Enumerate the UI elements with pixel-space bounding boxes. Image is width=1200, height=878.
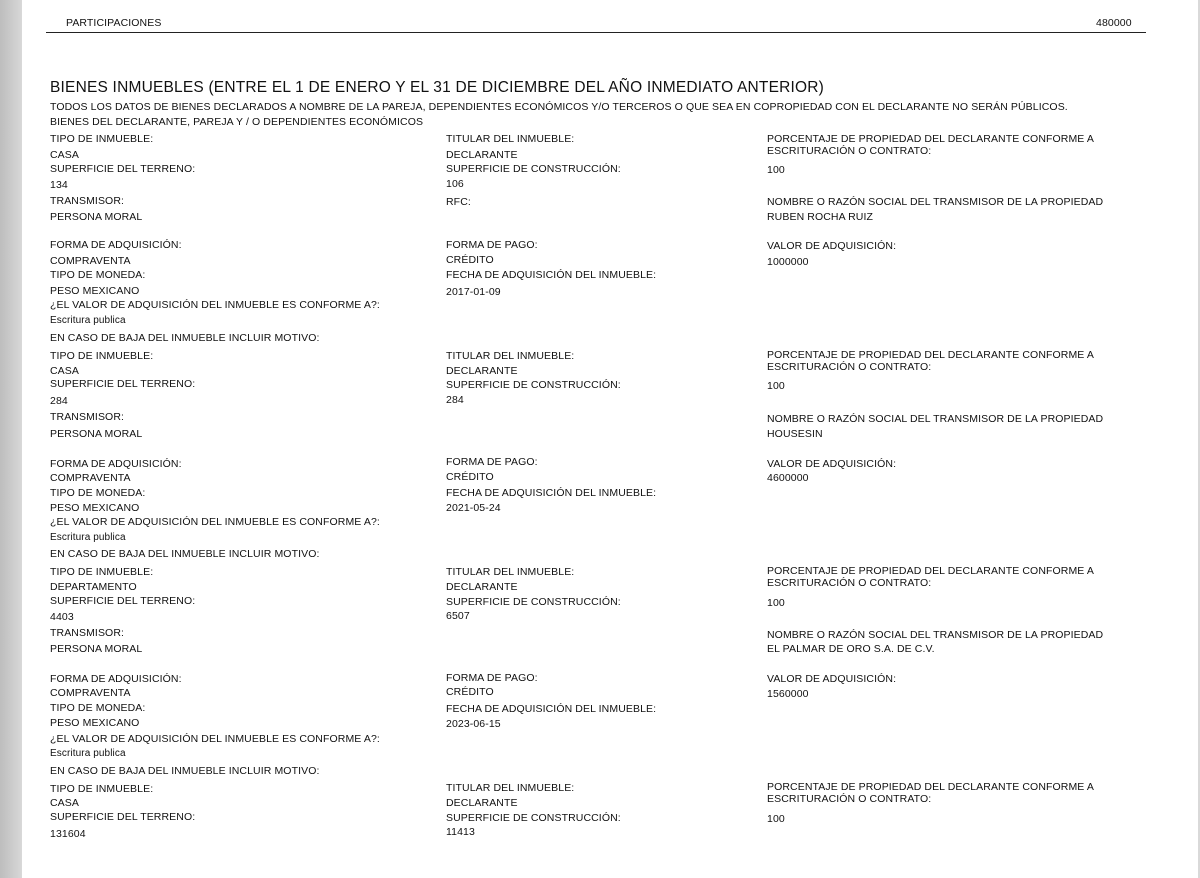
label-sup-terreno: SUPERFICIE DEL TERRENO: bbox=[50, 378, 196, 390]
label-valor-adquisicion: VALOR DE ADQUISICIÓN: bbox=[767, 240, 897, 252]
value-titular: DECLARANTE bbox=[446, 581, 518, 593]
value-moneda: PESO MEXICANO bbox=[50, 717, 140, 729]
label-nombre-transmisor: NOMBRE O RAZÓN SOCIAL DEL TRANSMISOR DE LA PROPIEDAD bbox=[767, 413, 1104, 425]
value-conforme: Escritura publica bbox=[50, 748, 126, 759]
label-porcentaje-2: ESCRITURACIÓN O CONTRATO: bbox=[767, 145, 932, 157]
value-valor-adquisicion: 4600000 bbox=[767, 472, 809, 484]
label-tipo: TIPO DE INMUEBLE: bbox=[50, 350, 154, 362]
document-page bbox=[22, 0, 1198, 878]
value-transmisor: PERSONA MORAL bbox=[50, 428, 143, 440]
value-forma-adquisicion: COMPRAVENTA bbox=[50, 687, 131, 699]
value-fecha-adquisicion: 2023-06-15 bbox=[446, 718, 501, 730]
value-forma-pago: CRÉDITO bbox=[446, 686, 494, 698]
label-fecha-adquisicion: FECHA DE ADQUISICIÓN DEL INMUEBLE: bbox=[446, 487, 657, 499]
value-sup-terreno: 131604 bbox=[50, 828, 86, 840]
label-sup-construccion: SUPERFICIE DE CONSTRUCCIÓN: bbox=[446, 163, 621, 175]
value-nombre-transmisor: RUBEN ROCHA RUIZ bbox=[767, 211, 874, 223]
value-moneda: PESO MEXICANO bbox=[50, 285, 140, 297]
label-moneda: TIPO DE MONEDA: bbox=[50, 487, 146, 499]
label-titular: TITULAR DEL INMUEBLE: bbox=[446, 782, 575, 794]
value-transmisor: PERSONA MORAL bbox=[50, 211, 143, 223]
label-tipo: TIPO DE INMUEBLE: bbox=[50, 566, 154, 578]
label-moneda: TIPO DE MONEDA: bbox=[50, 702, 146, 714]
label-porcentaje-2: ESCRITURACIÓN O CONTRATO: bbox=[767, 577, 932, 589]
label-tipo: TIPO DE INMUEBLE: bbox=[50, 133, 154, 145]
label-rfc: RFC: bbox=[446, 196, 471, 208]
value-conforme: Escritura publica bbox=[50, 315, 126, 326]
label-fecha-adquisicion: FECHA DE ADQUISICIÓN DEL INMUEBLE: bbox=[446, 269, 657, 281]
label-forma-adquisicion: FORMA DE ADQUISICIÓN: bbox=[50, 458, 182, 470]
value-titular: DECLARANTE bbox=[446, 365, 518, 377]
label-forma-pago: FORMA DE PAGO: bbox=[446, 239, 538, 251]
value-transmisor: PERSONA MORAL bbox=[50, 643, 143, 655]
section-title: BIENES INMUEBLES (ENTRE EL 1 DE ENERO Y EL 31 DE DICIEMBRE DEL AÑO INMEDIATO ANTERIOR) bbox=[50, 79, 825, 96]
value-moneda: PESO MEXICANO bbox=[50, 502, 140, 514]
label-forma-pago: FORMA DE PAGO: bbox=[446, 456, 538, 468]
label-fecha-adquisicion: FECHA DE ADQUISICIÓN DEL INMUEBLE: bbox=[446, 703, 657, 715]
label-porcentaje-2: ESCRITURACIÓN O CONTRATO: bbox=[767, 361, 932, 373]
value-forma-adquisicion: COMPRAVENTA bbox=[50, 472, 131, 484]
value-forma-adquisicion: COMPRAVENTA bbox=[50, 255, 131, 267]
value-sup-construccion: 284 bbox=[446, 394, 464, 406]
label-nombre-transmisor: NOMBRE O RAZÓN SOCIAL DEL TRANSMISOR DE LA PROPIEDAD bbox=[767, 196, 1104, 208]
value-forma-pago: CRÉDITO bbox=[446, 471, 494, 483]
privacy-notice: TODOS LOS DATOS DE BIENES DECLARADOS A NOMBRE DE LA PAREJA, DEPENDIENTES ECONÓMICOS Y/O TERCEROS O QUE SEA EN COPROPIEDAD CON EL DECLARANTE NO SERÁN PÚBLICOS. bbox=[50, 101, 1068, 113]
value-porcentaje: 100 bbox=[767, 164, 785, 176]
value-conforme: Escritura publica bbox=[50, 532, 126, 543]
header-rule bbox=[46, 32, 1146, 33]
label-nombre-transmisor: NOMBRE O RAZÓN SOCIAL DEL TRANSMISOR DE LA PROPIEDAD bbox=[767, 629, 1104, 641]
label-conforme: ¿EL VALOR DE ADQUISICIÓN DEL INMUEBLE ES CONFORME A?: bbox=[50, 733, 380, 745]
value-tipo: CASA bbox=[50, 149, 79, 161]
header-section: PARTICIPACIONES bbox=[66, 17, 162, 29]
value-valor-adquisicion: 1000000 bbox=[767, 256, 809, 268]
label-sup-construccion: SUPERFICIE DE CONSTRUCCIÓN: bbox=[446, 379, 621, 391]
label-valor-adquisicion: VALOR DE ADQUISICIÓN: bbox=[767, 673, 897, 685]
header-number: 480000 bbox=[1096, 17, 1132, 29]
label-forma-adquisicion: FORMA DE ADQUISICIÓN: bbox=[50, 673, 182, 685]
label-moneda: TIPO DE MONEDA: bbox=[50, 269, 146, 281]
label-tipo: TIPO DE INMUEBLE: bbox=[50, 783, 154, 795]
label-titular: TITULAR DEL INMUEBLE: bbox=[446, 566, 575, 578]
label-transmisor: TRANSMISOR: bbox=[50, 627, 125, 639]
label-porcentaje-2: ESCRITURACIÓN O CONTRATO: bbox=[767, 793, 932, 805]
label-sup-terreno: SUPERFICIE DEL TERRENO: bbox=[50, 595, 196, 607]
value-sup-construccion: 6507 bbox=[446, 610, 470, 622]
label-conforme: ¿EL VALOR DE ADQUISICIÓN DEL INMUEBLE ES CONFORME A?: bbox=[50, 299, 380, 311]
value-sup-construccion: 11413 bbox=[446, 826, 475, 838]
value-porcentaje: 100 bbox=[767, 813, 785, 825]
value-porcentaje: 100 bbox=[767, 597, 785, 609]
label-forma-pago: FORMA DE PAGO: bbox=[446, 672, 538, 684]
label-titular: TITULAR DEL INMUEBLE: bbox=[446, 133, 575, 145]
label-transmisor: TRANSMISOR: bbox=[50, 411, 125, 423]
label-sup-terreno: SUPERFICIE DEL TERRENO: bbox=[50, 811, 196, 823]
value-fecha-adquisicion: 2017-01-09 bbox=[446, 286, 501, 298]
label-baja: EN CASO DE BAJA DEL INMUEBLE INCLUIR MOTIVO: bbox=[50, 548, 320, 560]
label-valor-adquisicion: VALOR DE ADQUISICIÓN: bbox=[767, 458, 897, 470]
value-porcentaje: 100 bbox=[767, 380, 785, 392]
value-tipo: CASA bbox=[50, 797, 79, 809]
label-porcentaje: PORCENTAJE DE PROPIEDAD DEL DECLARANTE CONFORME A bbox=[767, 565, 1094, 577]
label-porcentaje: PORCENTAJE DE PROPIEDAD DEL DECLARANTE CONFORME A bbox=[767, 349, 1094, 361]
value-fecha-adquisicion: 2021-05-24 bbox=[446, 502, 501, 514]
label-titular: TITULAR DEL INMUEBLE: bbox=[446, 350, 575, 362]
value-nombre-transmisor: EL PALMAR DE ORO S.A. DE C.V. bbox=[767, 643, 935, 655]
label-forma-adquisicion: FORMA DE ADQUISICIÓN: bbox=[50, 239, 182, 251]
label-conforme: ¿EL VALOR DE ADQUISICIÓN DEL INMUEBLE ES CONFORME A?: bbox=[50, 516, 380, 528]
label-porcentaje: PORCENTAJE DE PROPIEDAD DEL DECLARANTE CONFORME A bbox=[767, 781, 1094, 793]
value-tipo: CASA bbox=[50, 365, 79, 377]
label-transmisor: TRANSMISOR: bbox=[50, 195, 125, 207]
value-titular: DECLARANTE bbox=[446, 797, 518, 809]
value-valor-adquisicion: 1560000 bbox=[767, 688, 809, 700]
value-sup-construccion: 106 bbox=[446, 178, 464, 190]
label-sup-construccion: SUPERFICIE DE CONSTRUCCIÓN: bbox=[446, 812, 621, 824]
label-sup-construccion: SUPERFICIE DE CONSTRUCCIÓN: bbox=[446, 596, 621, 608]
label-baja: EN CASO DE BAJA DEL INMUEBLE INCLUIR MOTIVO: bbox=[50, 332, 320, 344]
value-titular: DECLARANTE bbox=[446, 149, 518, 161]
value-sup-terreno: 284 bbox=[50, 395, 68, 407]
section-subtitle: BIENES DEL DECLARANTE, PAREJA Y / O DEPENDIENTES ECONÓMICOS bbox=[50, 116, 424, 128]
page-shadow bbox=[0, 0, 22, 878]
value-tipo: DEPARTAMENTO bbox=[50, 581, 137, 593]
label-porcentaje: PORCENTAJE DE PROPIEDAD DEL DECLARANTE CONFORME A bbox=[767, 133, 1094, 145]
label-sup-terreno: SUPERFICIE DEL TERRENO: bbox=[50, 163, 196, 175]
value-sup-terreno: 134 bbox=[50, 179, 68, 191]
value-forma-pago: CRÉDITO bbox=[446, 254, 494, 266]
value-sup-terreno: 4403 bbox=[50, 611, 74, 623]
value-nombre-transmisor: HOUSESIN bbox=[767, 428, 823, 440]
label-baja: EN CASO DE BAJA DEL INMUEBLE INCLUIR MOTIVO: bbox=[50, 765, 320, 777]
